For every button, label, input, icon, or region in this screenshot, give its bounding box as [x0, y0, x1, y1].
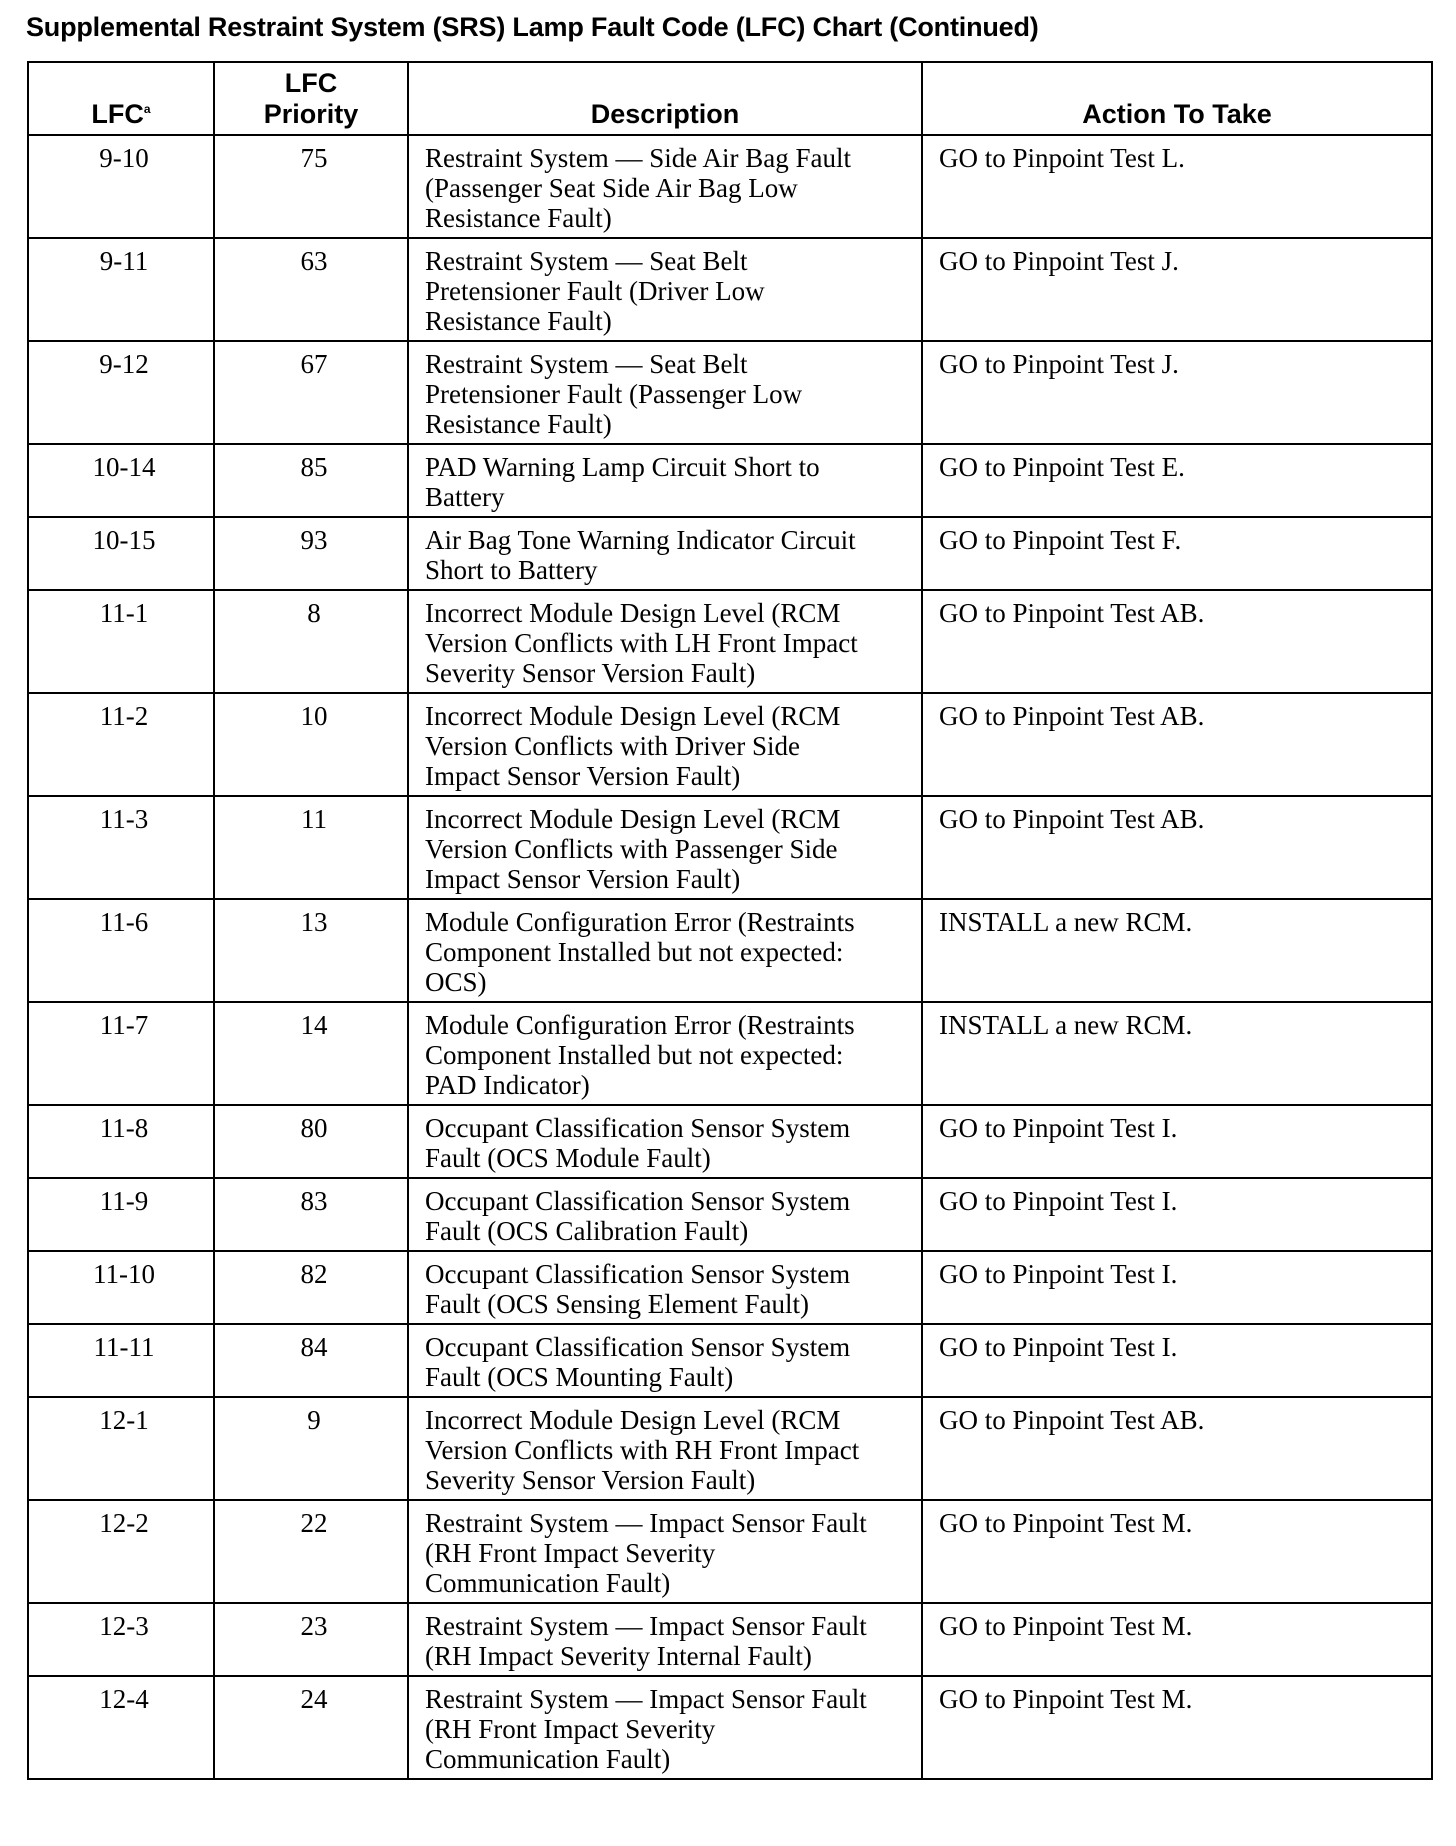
- column-header-lfc: [28, 62, 214, 135]
- description-line: Resistance Fault): [425, 203, 612, 233]
- description-line: Fault (OCS Calibration Fault): [425, 1216, 749, 1246]
- description-line: Communication Fault): [425, 1568, 671, 1598]
- description-line: Incorrect Module Design Level (RCM: [425, 701, 841, 731]
- lfc-priority-cell: 22: [214, 1500, 408, 1603]
- description-cell: [408, 517, 922, 590]
- table-row: [28, 590, 1432, 693]
- description-line: Incorrect Module Design Level (RCM: [425, 598, 841, 628]
- description-line: Occupant Classification Sensor System: [425, 1113, 851, 1143]
- lfc-chart-table: [27, 61, 1433, 1780]
- description-line: Restraint System — Seat Belt: [425, 246, 748, 276]
- lfc-priority-cell: 75: [214, 135, 408, 238]
- description-line: Version Conflicts with Passenger Side: [425, 834, 838, 864]
- description-line: Version Conflicts with Driver Side: [425, 731, 800, 761]
- description-cell: [408, 1500, 922, 1603]
- description-cell: [408, 444, 922, 517]
- table-row: [28, 1105, 1432, 1178]
- table-row: [28, 135, 1432, 238]
- action-cell: GO to Pinpoint Test J.: [922, 238, 1432, 341]
- table-row: [28, 341, 1432, 444]
- action-cell: GO to Pinpoint Test I.: [922, 1105, 1432, 1178]
- table-body: [28, 135, 1432, 1779]
- table-row: [28, 693, 1432, 796]
- description-cell: [408, 796, 922, 899]
- description-line: Version Conflicts with RH Front Impact: [425, 1435, 860, 1465]
- description-line: Restraint System — Impact Sensor Fault: [425, 1508, 867, 1538]
- page-title: Supplemental Restraint System (SRS) Lamp Fault Code (LFC) Chart (Continued): [26, 12, 1039, 42]
- lfc-code-cell: 11-10: [28, 1251, 214, 1324]
- column-header-lfc-label: LFC: [91, 99, 144, 129]
- table-row: [28, 517, 1432, 590]
- action-cell: GO to Pinpoint Test M.: [922, 1676, 1432, 1779]
- description-line: Restraint System — Impact Sensor Fault: [425, 1611, 867, 1641]
- lfc-code-cell: 11-7: [28, 1002, 214, 1105]
- lfc-code-cell: 11-8: [28, 1105, 214, 1178]
- table-header-row: [28, 62, 1432, 135]
- description-line: Impact Sensor Version Fault): [425, 761, 741, 791]
- table-row: [28, 899, 1432, 1002]
- action-cell: GO to Pinpoint Test E.: [922, 444, 1432, 517]
- table-row: [28, 1500, 1432, 1603]
- description-line: Fault (OCS Mounting Fault): [425, 1362, 734, 1392]
- lfc-code-cell: 9-11: [28, 238, 214, 341]
- description-line: Version Conflicts with LH Front Impact: [425, 628, 858, 658]
- action-cell: GO to Pinpoint Test M.: [922, 1603, 1432, 1676]
- action-cell: GO to Pinpoint Test M.: [922, 1500, 1432, 1603]
- description-cell: [408, 135, 922, 238]
- description-line: (RH Impact Severity Internal Fault): [425, 1641, 812, 1671]
- footnote-marker: a: [143, 102, 151, 116]
- description-line: Module Configuration Error (Restraints: [425, 1010, 855, 1040]
- action-cell: GO to Pinpoint Test AB.: [922, 590, 1432, 693]
- description-line: Component Installed but not expected:: [425, 937, 844, 967]
- action-cell: GO to Pinpoint Test F.: [922, 517, 1432, 590]
- lfc-code-cell: 11-9: [28, 1178, 214, 1251]
- description-line: Air Bag Tone Warning Indicator Circuit: [425, 525, 856, 555]
- description-line: Component Installed but not expected:: [425, 1040, 844, 1070]
- description-line: Occupant Classification Sensor System: [425, 1186, 851, 1216]
- lfc-code-cell: 9-10: [28, 135, 214, 238]
- lfc-priority-cell: 10: [214, 693, 408, 796]
- table-row: [28, 1324, 1432, 1397]
- lfc-code-cell: 11-3: [28, 796, 214, 899]
- table-row: [28, 444, 1432, 517]
- lfc-code-cell: 11-11: [28, 1324, 214, 1397]
- action-cell: GO to Pinpoint Test I.: [922, 1324, 1432, 1397]
- lfc-priority-cell: 13: [214, 899, 408, 1002]
- table-row: [28, 1178, 1432, 1251]
- table-row: [28, 1603, 1432, 1676]
- description-line: Restraint System — Seat Belt: [425, 349, 748, 379]
- description-line: Resistance Fault): [425, 409, 612, 439]
- action-cell: INSTALL a new RCM.: [922, 1002, 1432, 1105]
- lfc-code-cell: 11-6: [28, 899, 214, 1002]
- column-header-priority-line1: LFC: [284, 68, 338, 98]
- table-row: [28, 1251, 1432, 1324]
- lfc-code-cell: 11-1: [28, 590, 214, 693]
- column-header-priority: [214, 62, 408, 135]
- action-cell: GO to Pinpoint Test AB.: [922, 796, 1432, 899]
- action-cell: INSTALL a new RCM.: [922, 899, 1432, 1002]
- description-line: Severity Sensor Version Fault): [425, 1465, 756, 1495]
- description-line: Resistance Fault): [425, 306, 612, 336]
- column-header-priority-line2: Priority: [263, 99, 359, 129]
- description-line: PAD Indicator): [425, 1070, 590, 1100]
- description-cell: [408, 1002, 922, 1105]
- description-line: (RH Front Impact Severity: [425, 1714, 716, 1744]
- description-cell: [408, 1251, 922, 1324]
- table-row: [28, 1002, 1432, 1105]
- action-cell: GO to Pinpoint Test AB.: [922, 1397, 1432, 1500]
- lfc-priority-cell: 9: [214, 1397, 408, 1500]
- description-cell: [408, 341, 922, 444]
- description-line: Restraint System — Impact Sensor Fault: [425, 1684, 867, 1714]
- description-cell: [408, 1324, 922, 1397]
- action-cell: GO to Pinpoint Test J.: [922, 341, 1432, 444]
- action-cell: GO to Pinpoint Test AB.: [922, 693, 1432, 796]
- description-line: Module Configuration Error (Restraints: [425, 907, 855, 937]
- lfc-code-cell: 11-2: [28, 693, 214, 796]
- description-line: Short to Battery: [425, 555, 598, 585]
- description-cell: [408, 693, 922, 796]
- description-line: Fault (OCS Sensing Element Fault): [425, 1289, 809, 1319]
- lfc-priority-cell: 93: [214, 517, 408, 590]
- description-line: Pretensioner Fault (Driver Low: [425, 276, 765, 306]
- lfc-priority-cell: 24: [214, 1676, 408, 1779]
- action-cell: GO to Pinpoint Test I.: [922, 1251, 1432, 1324]
- description-cell: [408, 899, 922, 1002]
- table-row: [28, 1397, 1432, 1500]
- table-row: [28, 796, 1432, 899]
- description-line: (Passenger Seat Side Air Bag Low: [425, 173, 798, 203]
- table-row: [28, 238, 1432, 341]
- lfc-priority-cell: 14: [214, 1002, 408, 1105]
- lfc-priority-cell: 83: [214, 1178, 408, 1251]
- description-cell: [408, 1676, 922, 1779]
- lfc-priority-cell: 80: [214, 1105, 408, 1178]
- lfc-code-cell: 12-1: [28, 1397, 214, 1500]
- description-line: Incorrect Module Design Level (RCM: [425, 804, 841, 834]
- description-line: Occupant Classification Sensor System: [425, 1332, 851, 1362]
- lfc-priority-cell: 63: [214, 238, 408, 341]
- lfc-code-cell: 12-4: [28, 1676, 214, 1779]
- column-header-description: Description: [408, 62, 922, 135]
- lfc-code-cell: 12-3: [28, 1603, 214, 1676]
- lfc-priority-cell: 8: [214, 590, 408, 693]
- description-cell: [408, 1603, 922, 1676]
- action-cell: GO to Pinpoint Test L.: [922, 135, 1432, 238]
- lfc-priority-cell: 84: [214, 1324, 408, 1397]
- description-line: Communication Fault): [425, 1744, 671, 1774]
- lfc-priority-cell: 11: [214, 796, 408, 899]
- description-line: Battery: [425, 482, 505, 512]
- description-line: Restraint System — Side Air Bag Fault: [425, 143, 851, 173]
- description-line: Incorrect Module Design Level (RCM: [425, 1405, 841, 1435]
- description-line: (RH Front Impact Severity: [425, 1538, 716, 1568]
- description-line: Pretensioner Fault (Passenger Low: [425, 379, 803, 409]
- lfc-priority-cell: 85: [214, 444, 408, 517]
- lfc-priority-cell: 23: [214, 1603, 408, 1676]
- description-cell: [408, 1178, 922, 1251]
- description-line: Fault (OCS Module Fault): [425, 1143, 711, 1173]
- description-line: PAD Warning Lamp Circuit Short to: [425, 452, 820, 482]
- action-cell: GO to Pinpoint Test I.: [922, 1178, 1432, 1251]
- description-cell: [408, 1105, 922, 1178]
- description-cell: [408, 590, 922, 693]
- table-row: [28, 1676, 1432, 1779]
- description-cell: [408, 1397, 922, 1500]
- lfc-code-cell: 10-15: [28, 517, 214, 590]
- description-line: OCS): [425, 967, 487, 997]
- lfc-code-cell: 12-2: [28, 1500, 214, 1603]
- description-line: Impact Sensor Version Fault): [425, 864, 741, 894]
- description-cell: [408, 238, 922, 341]
- lfc-priority-cell: 67: [214, 341, 408, 444]
- lfc-priority-cell: 82: [214, 1251, 408, 1324]
- lfc-code-cell: 10-14: [28, 444, 214, 517]
- description-line: Severity Sensor Version Fault): [425, 658, 756, 688]
- description-line: Occupant Classification Sensor System: [425, 1259, 851, 1289]
- column-header-action: Action To Take: [922, 62, 1432, 135]
- lfc-code-cell: 9-12: [28, 341, 214, 444]
